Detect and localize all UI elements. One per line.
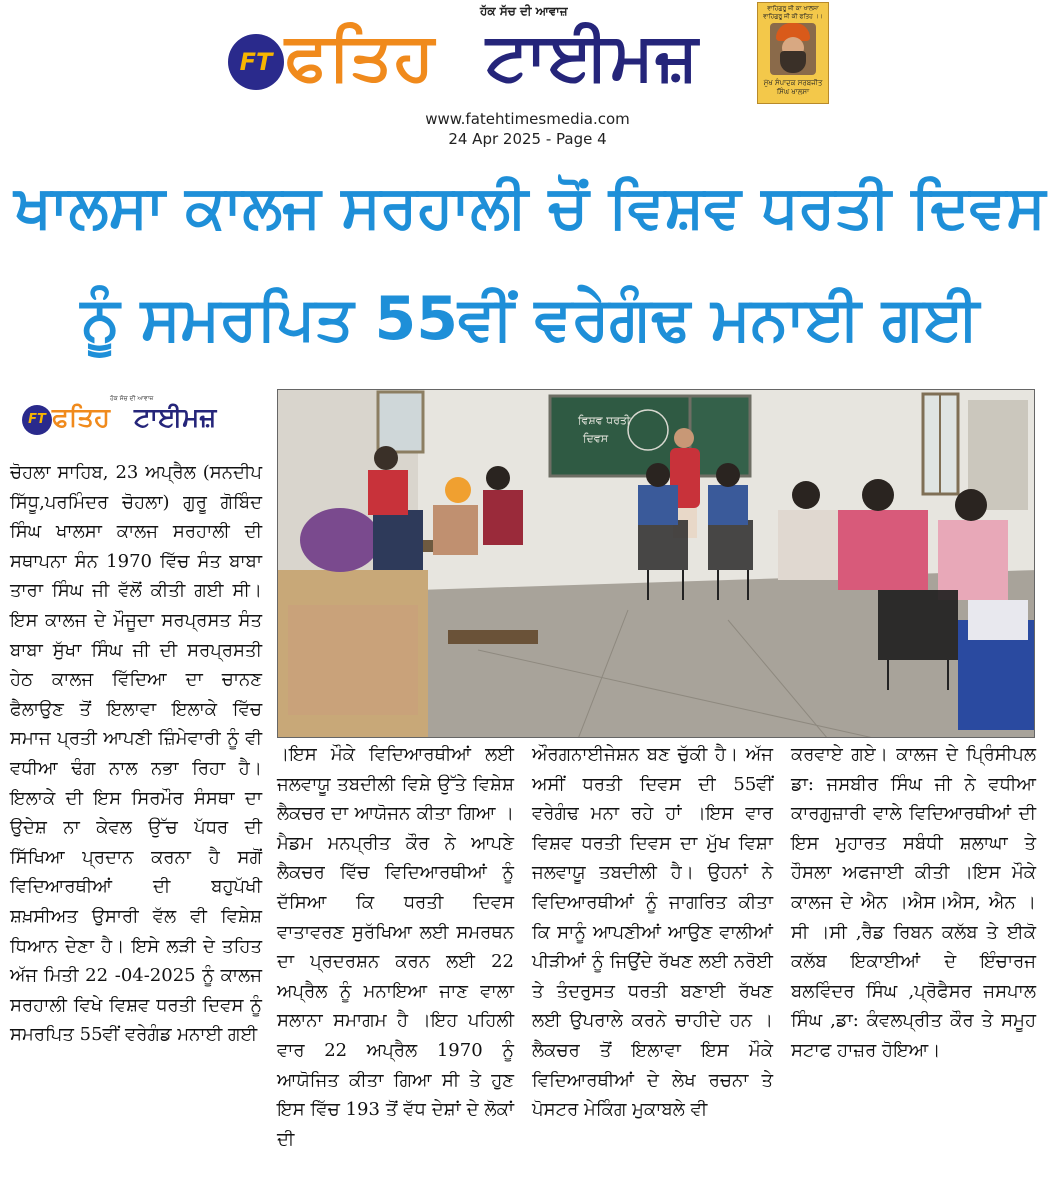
masthead-tagline: ਹੱਕ ਸੱਚ ਦੀ ਆਵਾਜ਼: [480, 4, 568, 18]
inline-ft-logo-icon: FT: [22, 405, 52, 435]
article-column-3: ਔਰਗਨਾਈਜੇਸ਼ਨ ਬਣ ਚੁੱਕੀ ਹੈ। ਅੱਜ ਅਸੀਂ ਧਰਤੀ ਦਿਵਸ ਦੀ 55ਵੀਂ ਵਰੇਗੰਢ ਮਨਾ ਰਹੇ ਹਾਂ ।ਇਸ ਵਾਰ ਵਿਸ਼ਵ ਧਰਤੀ ਦਿਵਸ ਦਾ ਮੁੱਖ ਵਿਸ਼ਾ ਜਲਵਾਯੂ ਤਬਦੀਲੀ ਹੈ। ਉਹਨਾਂ ਨੇ ਵਿਦਿਆਰਥੀਆਂ ਨੂੰ ਜਾਗਰਿਤ ਕੀਤਾ ਕਿ ਸਾਨੂੰ ਆਪਣੀਆਂ ਆਉਣ ਵਾਲੀਆਂ ਪੀੜੀਆਂ ਨੂੰ ਜਿਉਂਦੇ ਰੱਖਣ ਲਈ ਨਰੋਈ ਤੇ ਤੰਦਰੁਸਤ ਧਰਤੀ ਬਣਾਈ ਰੱਖਣ ਲਈ ਉਪਰਾਲੇ ਕਰਨੇ ਚਾਹੀਦੇ ਹਨ ।ਲੈਕਚਰ ਤੋਂ ਇਲਾਵਾ ਇਸ ਮੌਕੇ ਵਿਦਿਆਰਥੀਆਂ ਦੇ ਲੇਖ ਰਚਨਾ ਤੇ ਪੋਸਟਰ ਮੇਕਿੰਗ ਮੁਕਾਬਲੇ ਵੀ: [532, 744, 773, 1121]
ft-logo-icon: FT: [228, 34, 284, 90]
inline-logo-tagline: ਹੱਕ ਸੱਚ ਦੀ ਆਵਾਜ਼: [110, 395, 154, 402]
brand-name-part1: ਫਤਿਹ: [285, 18, 436, 95]
article-column-2: ।ਇਸ ਮੌਕੇ ਵਿਦਿਆਰਥੀਆਂ ਲਈ ਜਲਵਾਯੂ ਤਬਦੀਲੀ ਵਿਸ਼ੇ ਉੱਤੇ ਵਿਸ਼ੇਸ਼ ਲੈਕਚਰ ਦਾ ਆਯੋਜਨ ਕੀਤਾ ਗਿਆ ।ਮੈਡਮ ਮਨਪ੍ਰੀਤ ਕੌਰ ਨੇ ਆਪਣੇ ਲੈਕਚਰ ਵਿੱਚ ਵਿਦਿਆਰਥੀਆਂ ਨੂੰ ਦੱਸਿਆ ਕਿ ਧਰਤੀ ਦਿਵਸ ਵਾਤਾਵਰਣ ਸੁਰੱਖਿਆ ਲਈ ਸਮਰਥਨ ਦਾ ਪ੍ਰਦਰਸ਼ਨ ਕਰਨ ਲਈ 22 ਅਪ੍ਰੈਲ ਨੂੰ ਮਨਾਇਆ ਜਾਣ ਵਾਲਾ ਸਲਾਨਾ ਸਮਾਗਮ ਹੈ ।ਇਹ ਪਹਿਲੀ ਵਾਰ 22 ਅਪ੍ਰੈਲ 1970 ਨੂੰ ਆਯੋਜਿਤ ਕੀਤਾ ਗਿਆ ਸੀ ਤੇ ਹੁਣ ਇਸ ਵਿੱਚ 193 ਤੋਂ ਵੱਧ ਦੇਸ਼ਾਂ ਦੇ ਲੋਕਾਂ ਦੀ: [277, 744, 514, 1150]
editor-portrait-box: [757, 2, 829, 104]
inline-brand-part1: ਫਤਿਹ: [52, 403, 110, 433]
editor-caption: ਮੁੱਖ ਸੰਪਾਦਕ ਸਰਬਜੀਤ ਸਿੰਘ ਖਾਲਸਾ: [763, 79, 823, 96]
headline-line-2: ਨੂੰ ਸਮਰਪਿਤ 55ਵੀਂ ਵਰੇਗੰਢ ਮਨਾਈ ਗਈ: [80, 284, 980, 354]
article-column-4: ਕਰਵਾਏ ਗਏ। ਕਾਲਜ ਦੇ ਪ੍ਰਿੰਸੀਪਲ ਡਾ: ਜਸਬੀਰ ਸਿੰਘ ਜੀ ਨੇ ਵਧੀਆ ਕਾਰਗੁਜ਼ਾਰੀ ਵਾਲੇ ਵਿਦਿਆਰਥੀਆਂ ਦੀ ਇਸ ਮੁਹਾਰਤ ਸਬੰਧੀ ਸ਼ਲਾਘਾ ਤੇ ਹੌਸਲਾ ਅਫਜਾਈ ਕੀਤੀ ।ਇਸ ਮੌਕੇ ਕਾਲਜ ਦੇ ਐਨ ।ਐਸ।ਐਸ, ਐਨ ।ਸੀ ।ਸੀ ,ਰੈਡ ਰਿਬਨ ਕਲੱਬ ਤੇ ਈਕੋ ਕਲੱਬ ਇਕਾਈਆਂ ਦੇ ਇੰਚਾਰਜ ਬਲਵਿੰਦਰ ਸਿੰਘ ,ਪ੍ਰੋਫੈਸਰ ਜਸਪਾਲ ਸਿੰਘ ,ਡਾ: ਕੰਵਲਪ੍ਰੀਤ ਕੌਰ ਤੇ ਸਮੂਹ ਸਟਾਫ ਹਾਜ਼ਰ ਹੋਇਆ।: [791, 744, 1036, 1061]
dateline: 24 Apr 2025 - Page 4: [448, 130, 607, 148]
article-column-1: ਚੋਹਲਾ ਸਾਹਿਬ, 23 ਅਪ੍ਰੈਲ (ਸਨਦੀਪ ਸਿੱਧੂ,ਪਰਮਿੰਦਰ ਚੋਹਲਾ) ਗੁਰੂ ਗੋਬਿੰਦ ਸਿੰਘ ਖਾਲਸਾ ਕਾਲਜ ਸਰਹਾਲੀ ਦੀ ਸਥਾਪਨਾ ਸੰਨ 1970 ਵਿੱਚ ਸੰਤ ਬਾਬਾ ਤਾਰਾ ਸਿੰਘ ਜੀ ਵੱਲੋਂ ਕੀਤੀ ਗਈ ਸੀ। ਇਸ ਕਾਲਜ ਦੇ ਮੌਜੂਦਾ ਸਰਪ੍ਰਸਤ ਸੰਤ ਬਾਬਾ ਸੁੱਖਾ ਸਿੰਘ ਜੀ ਦੀ ਸਰਪ੍ਰਸਤੀ ਹੇਠ ਕਾਲਜ ਵਿੱਦਿਆ ਦਾ ਚਾਨਣ ਫੈਲਾਉਣ ਤੋਂ ਇਲਾਵਾ ਇਲਾਕੇ ਵਿੱਚ ਸਮਾਜ ਪ੍ਰਤੀ ਆਪਣੀ ਜ਼ਿੰਮੇਵਾਰੀ ਨੂੰ ਵੀ ਵਧੀਆ ਢੰਗ ਨਾਲ ਨਭਾ ਰਿਹਾ ਹੈ। ਇਲਾਕੇ ਦੀ ਇਸ ਸਿਰਮੌਰ ਸੰਸਥਾ ਦਾ ਉਦੇਸ਼ ਨਾ ਕੇਵਲ ਉੱਚ ਪੱਧਰ ਦੀ ਸਿੱਖਿਆ ਪ੍ਰਦਾਨ ਕਰਨਾ ਹੈ ਸਗੋਂ ਵਿਦਿਆਰਥੀਆਂ ਦੀ ਬਹੁਪੱਖੀ ਸ਼ਖ਼ਸੀਅਤ ਉਸਾਰੀ ਵੱਲ ਵੀ ਵਿਸ਼ੇਸ਼ ਧਿਆਨ ਦੇਣਾ ਹੈ। ਇਸੇ ਲੜੀ ਦੇ ਤਹਿਤ ਅੱਜ ਮਿਤੀ 22 -04-2025 ਨੂੰ ਕਾਲਜ ਸਰਹਾਲੀ ਵਿਖੇ ਵਿਸ਼ਵ ਧਰਤੀ ਦਿਵਸ ਨੂੰ ਸਮਰਪਿਤ 55ਵੀਂ ਵਰੇਗੰਡ ਮਨਾਈ ਗਈ: [10, 462, 262, 1046]
board-text-line-1: ਵਿਸ਼ਵ ਧਰਤੀ: [578, 414, 631, 427]
inline-brand-logo: [22, 395, 248, 435]
inline-brand-part2: ਟਾਈਮਜ਼: [134, 403, 217, 433]
classroom-scene-image: [278, 390, 1035, 738]
classroom-photo: [277, 389, 1035, 738]
website-url: www.fatehtimesmedia.com: [425, 110, 630, 128]
headline-line-1: ਖਾਲਸਾ ਕਾਲਜ ਸਰਹਾਲੀ ਚੋਂ ਵਿਸ਼ਵ ਧਰਤੀ ਦਿਵਸ: [14, 172, 1046, 241]
editor-portrait-icon: [770, 23, 816, 75]
brand-name-part2: ਟਾਈਮਜ਼: [486, 18, 699, 95]
board-text-line-2: ਦਿਵਸ: [583, 432, 609, 445]
masthead: [0, 0, 1055, 150]
editor-greeting: ਵਾਹਿਗੁਰੂ ਜੀ ਕਾ ਖਾਲਸਾ ਵਾਹਿਗੁਰੂ ਜੀ ਕੀ ਫਤਿਹ ।।: [763, 5, 823, 20]
